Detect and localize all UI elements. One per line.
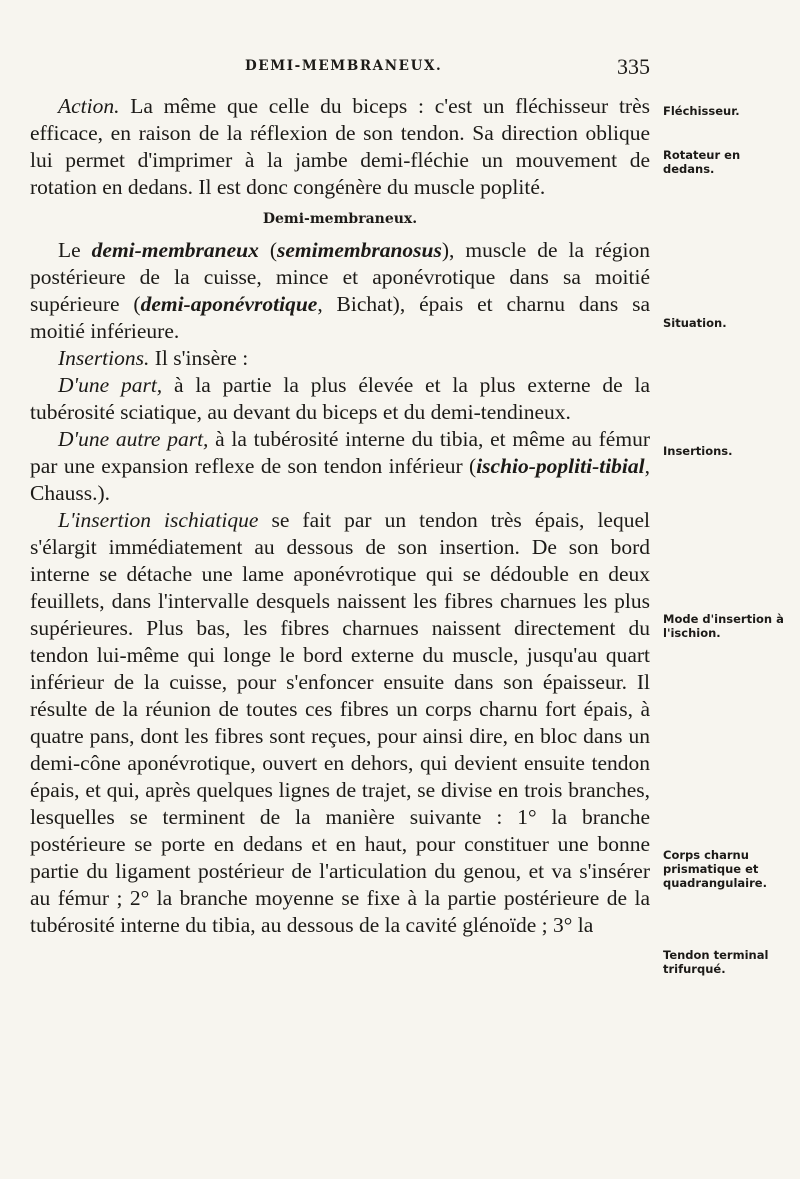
intro-text-1: Le [58, 238, 92, 262]
part2-text-2: , Chauss.). [30, 454, 650, 505]
paragraph-part1 [30, 372, 650, 426]
margin-note-insertions: Insertions. [663, 444, 733, 458]
paragraph-action [30, 93, 650, 201]
insertions-text: Il s'insère : [149, 346, 249, 370]
action-text: La même que celle du biceps : c'est un fléchisseur très efficace, en raison de la réflexion de son tendon. Sa direction oblique lui permet d'imprimer à la jambe demi-fléchie un mouvement de rotation en dedans. Il est donc congénère du muscle poplité. [30, 94, 650, 199]
intro-term: demi-membraneux [91, 238, 259, 262]
part2-label: D'une autre part, [58, 427, 209, 451]
ischiatic-label: L'insertion ischiatique [58, 508, 259, 532]
page-header [30, 54, 650, 88]
paragraph-intro [30, 237, 650, 345]
margin-note-situation: Situation. [663, 316, 727, 330]
paragraph-ischiatic [30, 507, 650, 939]
page-number: 335 [617, 54, 650, 79]
body-text [30, 93, 650, 939]
section-heading: Demi-membraneux. [262, 211, 418, 227]
insertions-label: Insertions. [58, 346, 150, 370]
part2-text: à la tubérosité interne du tibia, et même au fémur par une expansion reflexe de son tendon inférieur ( [30, 427, 650, 478]
part2-alt-name: ischio-popliti-tibial [476, 454, 645, 478]
running-title: DEMI-MEMBRANEUX. [245, 58, 443, 74]
margin-note-mode-insertion: Mode d'insertion à l'ischion. [663, 612, 784, 640]
margin-note-flechisseur: Fléchisseur. [663, 104, 740, 118]
intro-text-4: , Bichat), épais et charnu dans sa moitié inférieure. [30, 292, 650, 343]
part1-text: à la partie la plus élevée et la plus externe de la tubérosité sciatique, au devant du biceps et du demi-tendineux. [30, 373, 650, 424]
margin-note-rotateur: Rotateur en dedans. [663, 148, 741, 176]
intro-latin-name: semimembranosus [277, 238, 442, 262]
ischiatic-text: se fait par un tendon très épais, lequel s'élargit immédiatement au dessous de son insertion. De son bord interne se détache une lame aponévrotique qui se dédouble en deux feuillets, dans l'intervalle desquels naissent les fibres charnues les plus supérieures. Plus bas, les fibres charnues naissent directement du tendon lui-même qui longe le bord externe du muscle, jusqu'au quart inférieur de la cuisse, pour s'enfoncer ensuite dans son épaisseur. Il résulte de la réunion de toutes ces fibres un corps charnu fort épais, à quatre pans, dont les fibres sont reçues, pour ainsi dire, en bloc dans un demi-cône aponévrotique, ouvert en dehors, qui devient ensuite tendon épais, et qui, après quelques lignes de trajet, se divise en trois branches, lesquelles se terminent de la manière suivante : 1° la branche postérieure se porte en dedans et en haut, pour constituer une bonne partie du ligament postérieur de l'articulation du genou, et va s'insérer au fémur ; 2° la branche moyenne se fixe à la partie postérieure de la tubérosité interne du tibia, au dessous de la cavité glénoïde ; 3° la [30, 508, 650, 937]
intro-text-3: ), muscle de la région postérieure de la cuisse, mince et aponévrotique dans sa moitié supérieure ( [30, 238, 650, 316]
intro-alt-name: demi-aponévrotique [140, 292, 318, 316]
margin-note-tendon: Tendon terminal trifurqué. [663, 948, 769, 976]
paragraph-insertions [30, 345, 650, 372]
paragraph-part2 [30, 426, 650, 507]
action-label: Action. [58, 94, 120, 118]
intro-text-2: ( [258, 238, 278, 262]
part1-label: D'une part, [58, 373, 163, 397]
margin-note-corps-charnu: Corps charnu prismatique et quadrangulaire. [663, 848, 767, 890]
